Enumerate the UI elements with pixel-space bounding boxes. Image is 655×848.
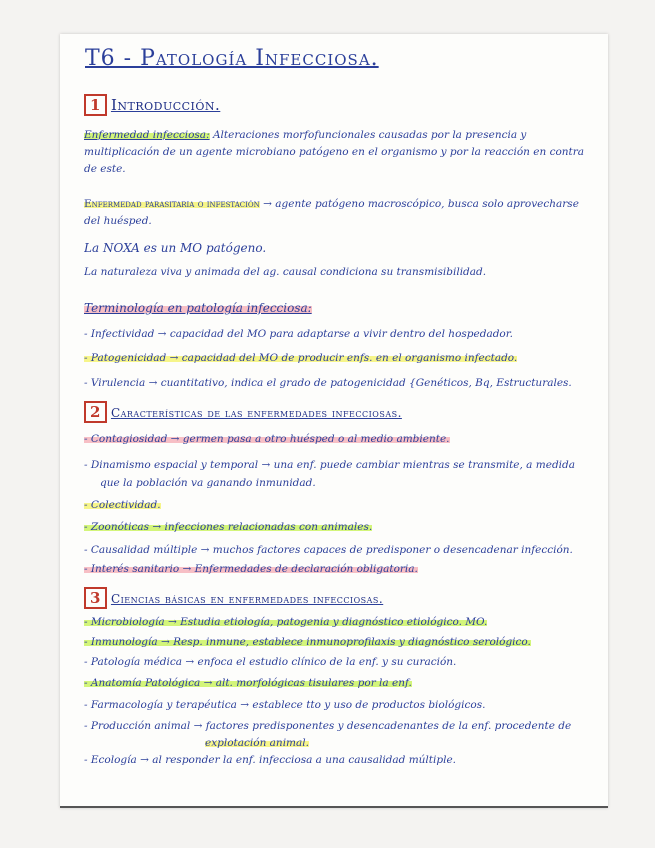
science-anatomia-patologica: - Anatomía Patológica → alt. morfológicas tisulares por la enf. bbox=[84, 677, 412, 689]
science-patologia-medica: - Patología médica → enfoca el estudio clínico de la enf. y su curación. bbox=[84, 656, 457, 668]
section-3-heading bbox=[84, 587, 383, 609]
definition-infectious-disease bbox=[84, 127, 594, 178]
section-3-number: 3 bbox=[84, 587, 107, 609]
science-inmunologia: - Inmunología → Resp. inmune, establece inmunoprofilaxis y diagnóstico serológico. bbox=[84, 636, 531, 648]
section-2-heading bbox=[84, 401, 402, 423]
term-patogenicidad: - Patogenicidad → capacidad del MO de producir enfs. en el organismo infectado. bbox=[84, 352, 518, 364]
science-microbiologia: - Microbiología → Estudia etiología, patogenia y diagnóstico etiológico. MO. bbox=[84, 616, 488, 628]
noxa-line: La NOXA es un MO patógeno. bbox=[84, 241, 267, 255]
term-virulencia: - Virulencia → cuantitativo, indica el grado de patogenicidad {Genéticos, Bq, Estructurales. bbox=[84, 377, 572, 389]
term-infectividad: - Infectividad → capacidad del MO para adaptarse a vivir dentro del hospedador. bbox=[84, 328, 513, 340]
char-zoonoticas: - Zoonóticas → infecciones relacionadas con animales. bbox=[84, 521, 373, 533]
char-dinamismo-cont: que la población va ganando inmunidad. bbox=[100, 477, 316, 489]
section-2-title: Características de las enfermedades infecciosas. bbox=[110, 406, 402, 420]
science-produccion-animal: - Producción animal → factores predisponentes y desencadenantes de la enf. procedente de bbox=[84, 720, 572, 732]
definition-text: Alteraciones morfofuncionales causadas por la presencia y multiplicación de un agente microbiano patógeno en el organismo y por la reacción en contra de este. bbox=[84, 129, 585, 175]
char-dinamismo: - Dinamismo espacial y temporal → una enf. puede cambiar mientras se transmite, a medida bbox=[84, 459, 576, 471]
terminology-heading: Terminología en patología infecciosa: bbox=[84, 301, 312, 315]
section-1-heading bbox=[84, 94, 220, 116]
science-produccion-animal-cont: explotación animal. bbox=[205, 737, 309, 749]
char-interes-sanitario: - Interés sanitario → Enfermedades de declaración obligatoria. bbox=[84, 563, 418, 575]
section-1-title: Introducción. bbox=[110, 96, 221, 114]
nature-line: La naturaleza viva y animada del ag. causal condiciona su transmisibilidad. bbox=[84, 266, 487, 278]
definition-parasitic-disease bbox=[84, 196, 594, 230]
science-ecologia: - Ecología → al responder la enf. infecciosa a una causalidad múltiple. bbox=[84, 754, 457, 766]
parasitic-text: → agente patógeno macroscópico, busca solo aprovecharse del huésped. bbox=[84, 198, 579, 227]
char-causalidad: - Causalidad múltiple → muchos factores capaces de predisponer o desencadenar infección. bbox=[84, 544, 573, 556]
char-contagiosidad: - Contagiosidad → germen pasa a otro huésped o al medio ambiente. bbox=[84, 433, 450, 445]
definition-term: Enfermedad infecciosa: bbox=[84, 129, 210, 141]
science-farmacologia: - Farmacología y terapéutica → establece tto y uso de productos biológicos. bbox=[84, 699, 486, 711]
page-title: T6 - Patología Infecciosa. bbox=[85, 46, 379, 71]
section-3-title: Ciencias básicas en enfermedades infecciosas. bbox=[110, 592, 384, 606]
char-colectividad: - Colectividad. bbox=[84, 499, 161, 511]
section-1-number: 1 bbox=[84, 94, 107, 116]
section-2-number: 2 bbox=[84, 401, 107, 423]
parasitic-term: Enfermedad parasitaria o infestación bbox=[84, 198, 260, 210]
